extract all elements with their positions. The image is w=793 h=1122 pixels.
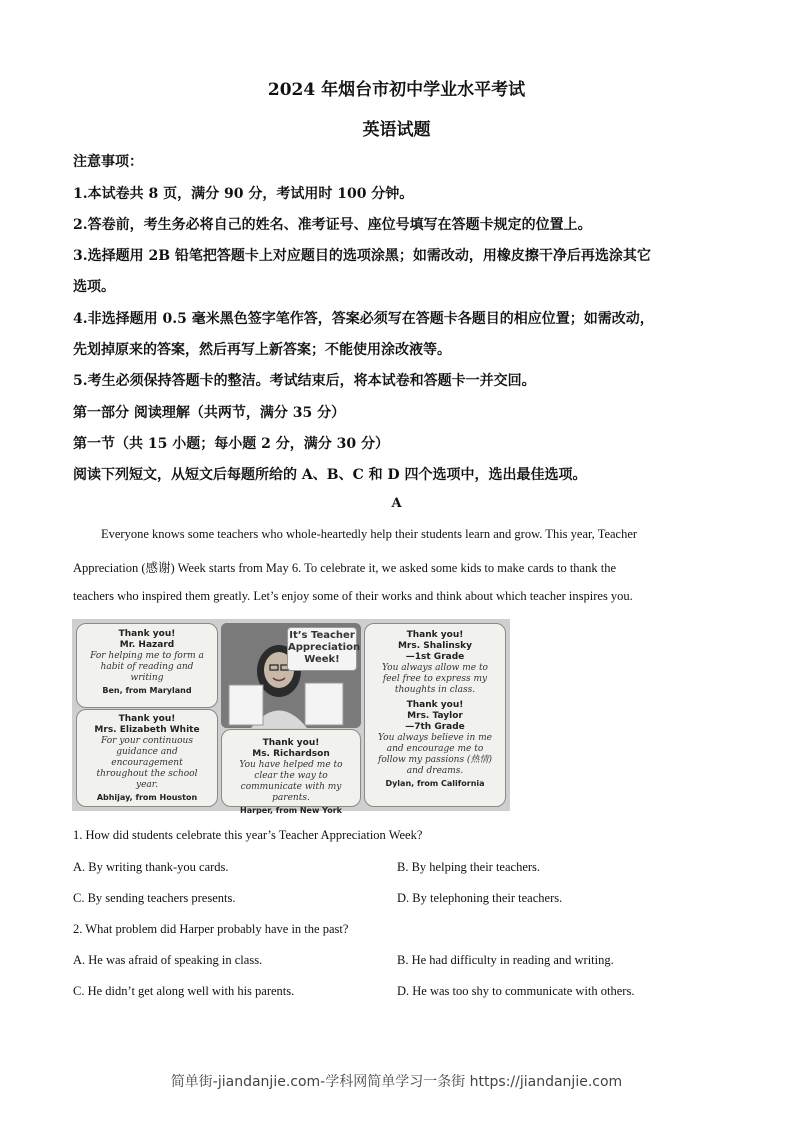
note-item: 选项。 xyxy=(73,279,115,295)
question-option: D. He was too shy to communicate with others. xyxy=(397,984,635,998)
note-item: 5.考生必须保持答题卡的整洁。考试结束后，将本试卷和答题卡一并交回。 xyxy=(73,373,536,389)
exam-title: 2024 年烟台市初中学业水平考试 xyxy=(267,80,526,100)
card-message: For your continuous guidance and encouragement throughout the school year. xyxy=(96,736,198,790)
card-teacher-name: Mrs. Elizabeth White xyxy=(94,725,200,735)
thank-you-cards-image xyxy=(72,619,510,815)
banner-sign: It’s Teacher Appreciation Week! xyxy=(287,627,357,671)
card-thanks: Thank you! xyxy=(262,738,320,748)
footer-watermark: 简单街-jiandanjie.com-学科网简单学习一条街 https://jiandanjie.com xyxy=(170,1074,623,1090)
note-item: 4.非选择题用 0.5 毫米黑色签字笔作答，答案必须写在答题卡各题目的相应位置；如需改动， xyxy=(73,311,654,327)
question-option: A. He was afraid of speaking in class. xyxy=(73,953,263,967)
card-thanks: Thank you! xyxy=(118,714,176,724)
card-signature: Abhijay, from Houston xyxy=(96,793,198,802)
card-signature: Harper, from New York xyxy=(240,806,342,815)
question-option: A. By writing thank-you cards. xyxy=(73,860,229,874)
question-option: C. By sending teachers presents. xyxy=(73,891,236,905)
exam-subtitle: 英语试题 xyxy=(362,120,431,140)
card-richardson xyxy=(221,729,361,815)
card-teacher-name: Mrs. Taylor xyxy=(407,711,463,721)
card-message: For helping me to form a habit of reading and writing xyxy=(90,651,204,683)
card-teacher-name: Ms. Richardson xyxy=(252,749,330,759)
question-option: B. By helping their teachers. xyxy=(397,860,541,874)
card-signature: Dylan, from California xyxy=(385,779,485,788)
passage-line: Everyone knows some teachers who whole-heartedly help their students learn and grow. This year, Teacher xyxy=(101,527,638,541)
section-sub: 第一节（共 15 小题；每小题 2 分，满分 30 分） xyxy=(73,436,389,452)
card-grade: —1st Grade xyxy=(405,652,465,662)
section-part: 第一部分 阅读理解（共两节，满分 35 分） xyxy=(73,405,346,421)
note-item: 1.本试卷共 8 页，满分 90 分，考试用时 100 分钟。 xyxy=(73,186,414,202)
passage-line: Appreciation (感谢) Week starts from May 6. To celebrate it, we asked some kids to make cards to thank the xyxy=(73,561,616,575)
notes-heading: 注意事项： xyxy=(73,154,143,170)
card-signature: Ben, from Maryland xyxy=(102,686,192,695)
card-hazard xyxy=(76,623,218,708)
card-thanks: Thank you! xyxy=(406,700,464,710)
note-item: 2.答卷前，考生务必将自己的姓名、准考证号、座位号填写在答题卡规定的位置上。 xyxy=(73,217,592,233)
question-option: C. He didn’t get along well with his parents. xyxy=(73,984,295,998)
card-grade: —7th Grade xyxy=(405,722,465,732)
passage-line: teachers who inspired them greatly. Let’s enjoy some of their works and think about which teacher inspires you. xyxy=(73,589,633,603)
card-teacher-name: Mrs. Shalinsky xyxy=(397,641,473,651)
student-photo xyxy=(221,623,361,728)
passage-label: A xyxy=(391,496,402,511)
note-item: 3.选择题用 2B 铅笔把答题卡上对应题目的选项涂黑；如需改动，用橡皮擦干净后再选涂其它 xyxy=(73,248,651,264)
question-stem: 2. What problem did Harper probably have in the past? xyxy=(73,922,349,936)
card-white xyxy=(76,709,218,807)
card-teacher-name: Mr. Hazard xyxy=(119,640,175,650)
question-option: D. By telephoning their teachers. xyxy=(397,891,563,905)
note-item: 先划掉原来的答案，然后再写上新答案；不能使用涂改液等。 xyxy=(73,342,451,358)
card-message: You have helped me to clear the way to communicate with my parents. xyxy=(239,760,343,803)
card-message: You always allow me to feel free to express my thoughts in class. xyxy=(382,663,488,695)
card-message: You always believe in me and encourage me to follow my passions (热情) and dreams. xyxy=(378,733,492,776)
question-option: B. He had difficulty in reading and writing. xyxy=(397,953,614,967)
card-shalinsky-taylor xyxy=(364,623,506,807)
question-stem: 1. How did students celebrate this year’s Teacher Appreciation Week? xyxy=(73,828,423,842)
section-instruction: 阅读下列短文，从短文后每题所给的 A、B、C 和 D 四个选项中，选出最佳选项。 xyxy=(73,467,587,483)
card-thanks: Thank you! xyxy=(118,629,176,639)
card-thanks: Thank you! xyxy=(406,630,464,640)
